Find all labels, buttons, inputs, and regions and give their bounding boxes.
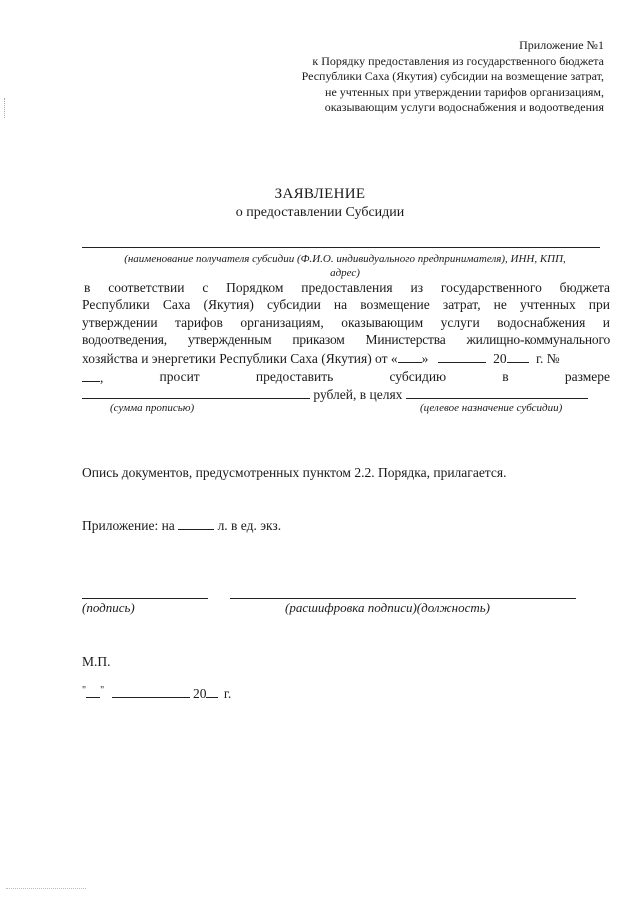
body-line-2 <box>82 297 610 313</box>
appendix-ref-line: к Порядку предоставления из государственного бюджета <box>312 53 604 68</box>
body-text: субсидию <box>389 369 447 384</box>
recipient-caption-line: адрес) <box>330 267 360 279</box>
order-year-field[interactable] <box>507 350 529 363</box>
body-text: предоставить <box>255 369 334 384</box>
recipient-caption <box>80 252 610 280</box>
body-text: хозяйства и энергетики Республики Саха (Якутия) от « <box>82 351 398 366</box>
body-line-6 <box>82 369 610 386</box>
body-text: » <box>421 351 429 366</box>
body-text: утверждении тарифов организациям, оказывающим услуги водоснабжения и <box>82 315 610 330</box>
date-month-field[interactable] <box>112 685 190 698</box>
date-year-suffix: г. <box>223 686 232 701</box>
appendix-ref-line: не учтенных при утверждении тарифов организациям, <box>325 84 604 99</box>
attachment-pages-field[interactable] <box>178 517 214 530</box>
signature-decode-caption: (расшифровка подписи)(должность) <box>285 600 490 615</box>
signature-decode-line[interactable] <box>230 598 576 599</box>
body-text: Республики Саха (Якутия) субсидии на возмещение затрат, не учтенных при <box>82 297 610 312</box>
body-text: рублей, в целях <box>313 387 403 402</box>
body-line-3 <box>82 315 610 331</box>
appendix-number: Приложение №1 <box>519 38 604 52</box>
order-number-field[interactable] <box>82 369 100 382</box>
signature-line[interactable] <box>82 598 208 599</box>
order-day-field[interactable] <box>398 350 422 363</box>
subsidy-amount-field[interactable] <box>82 386 310 399</box>
attachment-line <box>82 517 281 534</box>
signature-caption: (подпись) <box>82 600 135 615</box>
body-text: г. № <box>536 351 560 366</box>
date-year-field[interactable] <box>206 685 218 698</box>
body-line-1 <box>82 280 610 296</box>
appendix-ref-line: оказывающим услуги водоснабжения и водоотведения <box>324 100 604 114</box>
body-text: водоотведения, утвержденным приказом Министерства жилищно-коммунального <box>82 332 610 347</box>
scan-bottom-mark <box>6 888 86 889</box>
appendix-ref-line: Республики Саха (Якутия) субсидии на возмещение затрат, <box>301 69 604 83</box>
body-text: просит <box>159 369 200 384</box>
recipient-caption-line: (наименование получателя субсидии (Ф.И.О. индивидуального предпринимателя), ИНН, КПП, <box>124 253 566 265</box>
attachment-suffix: л. в ед. экз. <box>217 518 282 533</box>
body-line-7 <box>82 386 588 403</box>
stamp-label: М.П. <box>82 654 111 669</box>
body-text: 20 <box>493 351 507 366</box>
appendix-header <box>244 38 604 116</box>
date-line <box>82 685 231 702</box>
date-quote-close: " <box>100 685 105 696</box>
date-year-prefix: 20 <box>192 686 207 701</box>
body-text: в соответствии с Порядком предоставления из государственного бюджета <box>84 280 610 295</box>
body-line-4 <box>82 332 610 348</box>
date-quote-open: " <box>82 685 87 696</box>
body-text: , <box>100 370 104 385</box>
attachment-prefix: Приложение: на <box>82 518 175 533</box>
document-title: ЗАЯВЛЕНИЕ <box>274 186 366 202</box>
recipient-name-line[interactable] <box>82 247 600 248</box>
sum-caption: (сумма прописью) <box>110 402 195 414</box>
order-month-field[interactable] <box>438 350 486 363</box>
document-subtitle: о предоставлении Субсидии <box>235 205 405 220</box>
body-text: размере <box>564 369 610 384</box>
scan-edge-mark <box>4 98 9 118</box>
body-text: в <box>502 369 509 384</box>
subsidy-purpose-field[interactable] <box>406 386 588 399</box>
purpose-caption: (целевое назначение субсидии) <box>420 402 563 414</box>
documents-note: Опись документов, предусмотренных пунктом 2.2. Порядка, прилагается. <box>82 465 507 480</box>
body-line-5 <box>82 350 560 367</box>
date-day-field[interactable] <box>86 685 100 698</box>
